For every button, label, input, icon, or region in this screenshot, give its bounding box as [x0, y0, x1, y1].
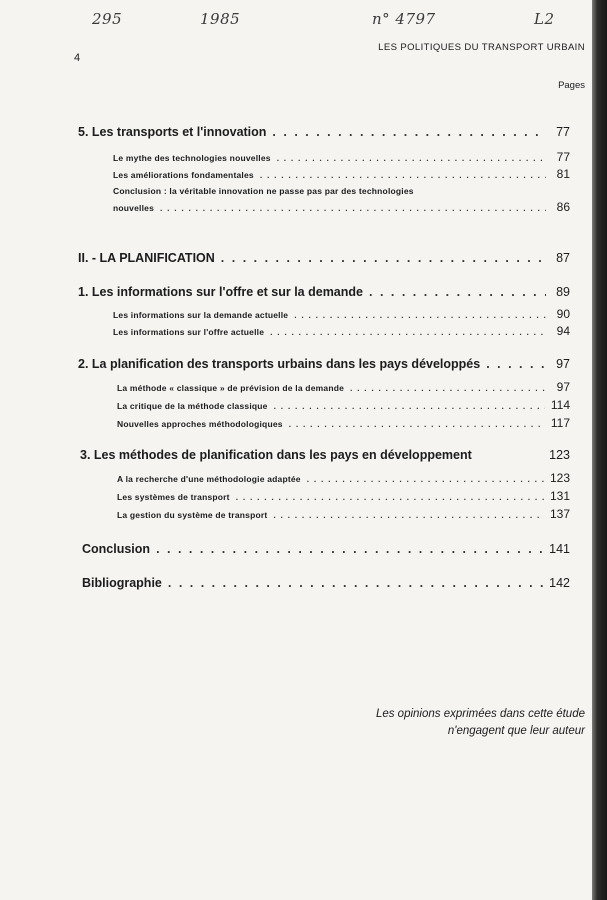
handwritten-note: L2 — [534, 10, 555, 28]
page-number: 4 — [74, 52, 81, 64]
toc-entry-page: 94 — [556, 324, 570, 338]
toc-entry — [78, 125, 570, 139]
toc-entry-page: 77 — [556, 150, 570, 164]
disclaimer-note — [376, 706, 585, 740]
running-title: LES POLITIQUES DU TRANSPORT URBAIN — [378, 42, 585, 53]
toc-entry-page: 90 — [556, 307, 570, 321]
toc-subentry — [113, 324, 570, 338]
leader-dots — [307, 474, 544, 484]
toc-entry-page: 97 — [556, 357, 570, 371]
toc-entry-page: 81 — [556, 167, 570, 181]
toc-entry-page: 89 — [556, 285, 570, 299]
toc-entry-label-line1: Conclusion : la véritable innovation ne passe pas par des technologies — [113, 186, 414, 196]
toc-part-heading — [78, 251, 570, 265]
toc-entry-page: 142 — [549, 576, 570, 590]
toc-entry-page: 87 — [556, 251, 570, 265]
toc-subentry — [117, 398, 570, 412]
toc-entry-label: La gestion du système de transport — [117, 510, 268, 520]
leader-dots — [260, 170, 546, 180]
toc-entry — [78, 285, 570, 299]
toc-subentry — [117, 380, 570, 394]
leader-dots — [221, 251, 546, 265]
leader-dots — [156, 542, 543, 556]
toc-entry-label: 2. La planification des transports urbains dans les pays développés — [78, 357, 481, 371]
toc-subentry — [117, 489, 570, 503]
toc-subentry — [117, 416, 570, 430]
toc-entry-label: 3. Les méthodes de planification dans les pays en développement — [80, 448, 472, 462]
toc-entry-page: 131 — [549, 489, 570, 503]
toc-entry-label: Les informations sur l'offre actuelle — [113, 327, 265, 337]
toc-entry-page: 123 — [549, 471, 570, 485]
toc-subentry — [117, 471, 570, 485]
toc-entry — [82, 542, 570, 556]
toc-entry-page: 97 — [556, 380, 570, 394]
toc-entry-label: 1. Les informations sur l'offre et sur la demande — [78, 285, 363, 299]
toc-entry-page: 86 — [556, 200, 570, 214]
pages-column-label: Pages — [558, 80, 585, 91]
toc-entry-label: Les systèmes de transport — [117, 492, 230, 502]
toc-entry-page: 117 — [550, 416, 570, 430]
leader-dots — [168, 576, 543, 590]
toc-entry-label: La méthode « classique » de prévision de la demande — [117, 383, 345, 393]
leader-dots — [289, 419, 545, 429]
leader-dots — [486, 357, 546, 371]
leader-dots — [272, 125, 546, 139]
toc-subentry — [117, 507, 570, 521]
toc-entry-label: A la recherche d'une méthodologie adaptée — [117, 474, 301, 484]
leader-dots — [160, 203, 546, 213]
handwritten-note: 295 — [92, 10, 123, 28]
toc-entry-label: Bibliographie — [82, 576, 162, 590]
toc-entry-label: Le mythe des technologies nouvelles — [113, 153, 271, 163]
toc-entry-label: Les améliorations fondamentales — [113, 170, 254, 180]
toc-entry — [78, 357, 570, 371]
toc-entry — [80, 448, 570, 462]
toc-subentry — [113, 167, 570, 181]
toc-entry-page: 137 — [549, 507, 570, 521]
toc-entry-label: 5. Les transports et l'innovation — [78, 125, 267, 139]
leader-dots — [369, 285, 546, 299]
leader-dots — [277, 153, 546, 163]
toc-entry-page: 114 — [550, 398, 570, 412]
toc-subentry — [113, 200, 570, 214]
toc-entry-page: 141 — [549, 542, 570, 556]
toc-entry-page: 123 — [549, 448, 570, 462]
leader-dots — [273, 510, 544, 520]
toc-entry-label: II. - LA PLANIFICATION — [78, 251, 215, 265]
page-binding-edge — [592, 0, 607, 900]
leader-dots — [236, 492, 544, 502]
toc-subentry — [113, 150, 570, 164]
toc-entry-label: Nouvelles approches méthodologiques — [117, 419, 283, 429]
disclaimer-line: n'engagent que leur auteur — [447, 725, 585, 737]
toc-entry — [82, 576, 570, 590]
leader-dots — [270, 327, 546, 337]
handwritten-note: n° 4797 — [372, 10, 436, 28]
toc-entry-label: nouvelles — [113, 203, 155, 213]
toc-entry-page: 77 — [556, 125, 570, 139]
leader-dots — [294, 310, 546, 320]
toc-entry-label: Les informations sur la demande actuelle — [113, 310, 289, 320]
toc-subentry — [113, 307, 570, 321]
handwritten-note: 1985 — [200, 10, 241, 28]
toc-entry-label: La critique de la méthode classique — [117, 401, 268, 411]
leader-dots — [274, 401, 545, 411]
disclaimer-line: Les opinions exprimées dans cette étude — [375, 708, 585, 720]
leader-dots — [350, 383, 546, 393]
toc-entry-label: Conclusion — [82, 542, 151, 556]
